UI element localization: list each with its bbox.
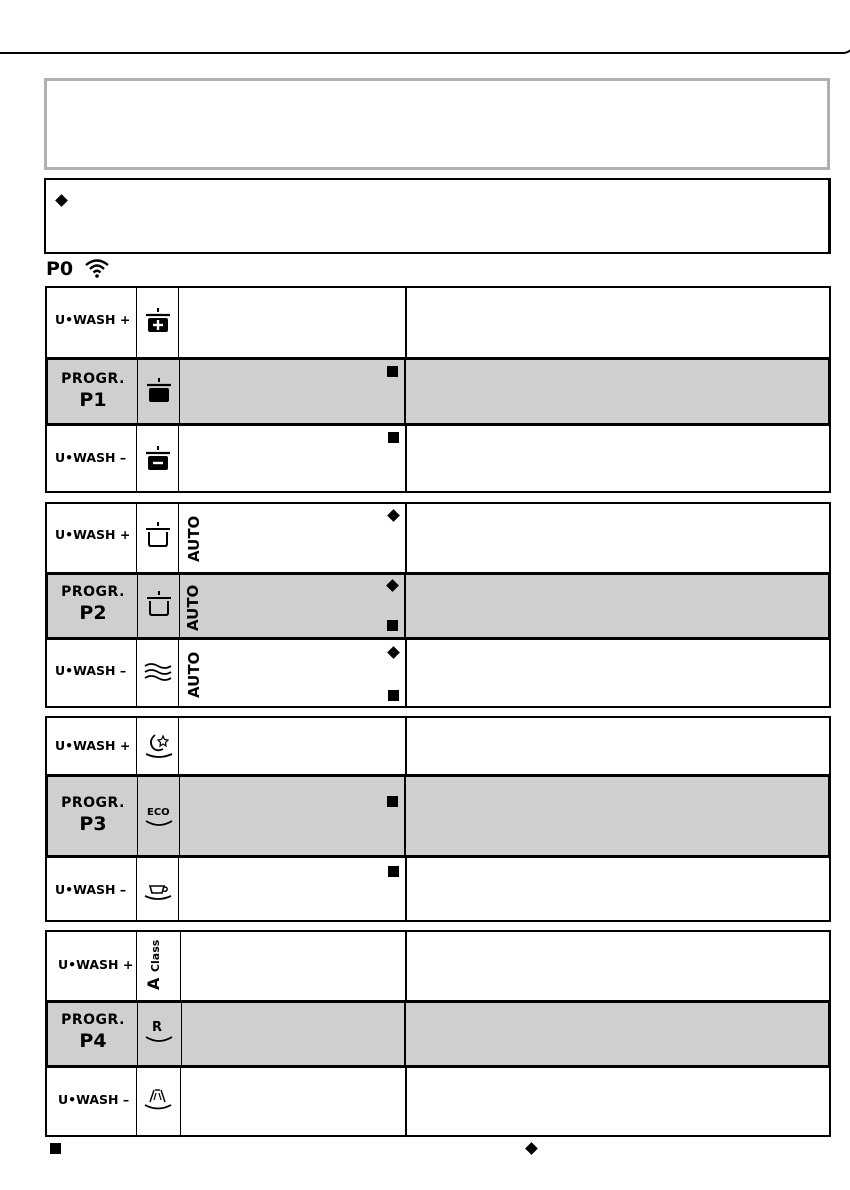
square-marker — [387, 796, 398, 807]
pot-minus-icon — [145, 446, 171, 472]
r-icon: R — [152, 1020, 163, 1035]
program-p3[interactable]: P3 — [79, 813, 107, 835]
table-row — [47, 426, 829, 493]
diamond-icon — [55, 194, 68, 207]
uwash-plus-button[interactable]: U•WASH + — [58, 957, 134, 972]
program-p1[interactable]: P1 — [79, 389, 107, 411]
a-class-icon: A Class — [144, 939, 163, 990]
program-p2[interactable]: P2 — [79, 602, 107, 624]
p0-label: P0 — [46, 258, 74, 280]
glass-icon — [144, 1088, 172, 1112]
uwash-minus-button[interactable]: U•WASH – — [55, 663, 127, 678]
program-group-3 — [45, 716, 831, 922]
top-rule — [0, 52, 839, 54]
table-row — [47, 1068, 829, 1137]
waves-icon — [144, 662, 172, 682]
table-row — [47, 288, 829, 357]
note-box — [44, 178, 831, 254]
top-rule-curve — [839, 16, 850, 54]
auto-label: AUTO — [184, 584, 202, 631]
diamond-icon — [387, 646, 400, 659]
uwash-plus-button[interactable]: U•WASH + — [55, 312, 131, 327]
auto-label: AUTO — [185, 651, 203, 698]
info-box — [44, 78, 830, 170]
table-row — [47, 858, 829, 922]
eco-wave-icon — [145, 819, 173, 829]
pot-plus-icon — [145, 308, 171, 334]
square-marker — [387, 366, 398, 377]
diamond-legend-icon — [525, 1142, 538, 1155]
diamond-icon — [386, 579, 399, 592]
program-label: PROGR. — [61, 795, 125, 811]
cup-icon — [144, 882, 172, 902]
square-legend-icon — [50, 1143, 61, 1154]
table-row — [47, 718, 829, 774]
table-row-p4 — [45, 1000, 831, 1068]
table-row-p2 — [45, 572, 831, 640]
uwash-plus-button[interactable]: U•WASH + — [55, 527, 131, 542]
program-label: PROGR. — [61, 371, 125, 387]
table-row — [47, 640, 829, 708]
program-group-4 — [45, 930, 831, 1137]
table-row-p1 — [45, 357, 831, 426]
diamond-icon — [387, 509, 400, 522]
auto-label: AUTO — [185, 515, 203, 562]
uwash-minus-button[interactable]: U•WASH – — [55, 450, 127, 465]
r-wave-icon — [145, 1035, 173, 1045]
moon-star-icon — [145, 732, 173, 760]
uwash-plus-button[interactable]: U•WASH + — [55, 738, 131, 753]
uwash-minus-button[interactable]: U•WASH – — [55, 882, 127, 897]
table-row — [47, 504, 829, 572]
table-row-p3 — [45, 774, 831, 858]
square-marker — [388, 690, 399, 701]
square-marker — [387, 620, 398, 631]
uwash-minus-button[interactable]: U•WASH – — [58, 1092, 130, 1107]
pot-filled-icon — [146, 378, 172, 404]
square-marker — [388, 866, 399, 877]
square-marker — [388, 432, 399, 443]
wifi-icon — [84, 258, 110, 278]
program-p4[interactable]: P4 — [79, 1030, 107, 1052]
table-row — [47, 932, 829, 1000]
pot-outline-icon — [145, 522, 171, 548]
program-group-1 — [45, 286, 831, 493]
pot-outline-icon — [146, 591, 172, 617]
program-group-2 — [45, 502, 831, 708]
program-label: PROGR. — [61, 1012, 125, 1028]
eco-icon: ECO — [147, 807, 170, 818]
program-label: PROGR. — [61, 584, 125, 600]
